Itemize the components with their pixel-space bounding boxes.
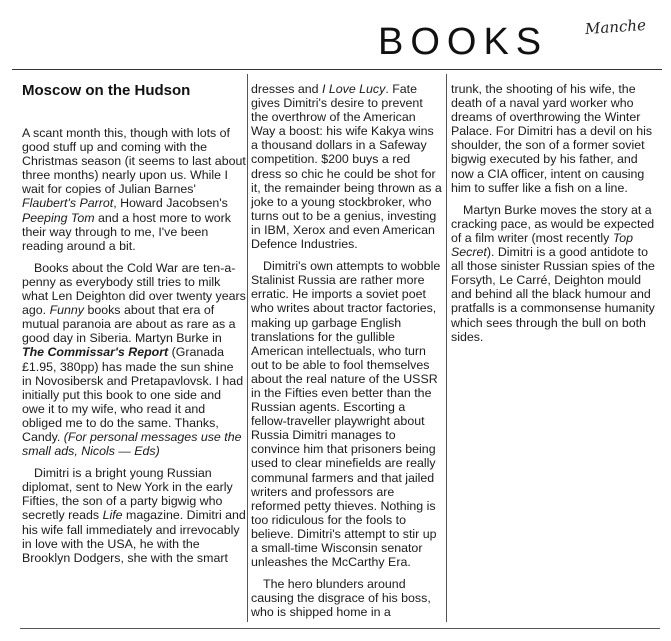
paragraph: trunk, the shooting of his wife, the death of a naval yard worker who dreams of overthrowing the Winter Palace. For Dimitri has a devil on his shoulder, the son of a former soviet bigwig executed by his father, and now a CIA officer, intent on causing him to suffer like a fish on a line.: [451, 82, 653, 195]
section-title: BOOKS: [378, 21, 549, 63]
paragraph: A scant month this, though with lots of good stuff up and coming with the Christmas season (it seems to last about three months) nearly upon us. While I wait for copies of Julian Barnes' Flaubert's Parrot, Howard Jacobsen's Peeping Tom and a host more to work their way through to me, I've been reading around a bit.: [22, 126, 246, 253]
paragraph: Dimitri's own attempts to wobble Stalinist Russia are rather more erratic. He imports a soviet poet who writes about tractor factories, making up garbage English translations for the gullible American intellectuals, who turn out to be able to fool themselves about the real nature of the USSR in the Fifties even better than the Russian agents. Escorting a fellow-traveller playwright about Russia Dimitri manages to convince him that prisoners being used to clear minefields are really communal farmers and that jailed writers and professors are reformed petty thieves. Nothing is too ridiculous for the fools to believe. Dimitri's attempt to stir up a small-time Wisconsin senator unleashes the McCarthy Era.: [251, 259, 441, 570]
article-headline: Moscow on the Hudson: [22, 82, 191, 99]
paragraph: Martyn Burke moves the story at a cracking pace, as would be expected of a film writer (most recently Top Secret). Dimitri is a good antidote to all those sinister Russian spies of the Forsyth, Le Carré, Deighton mould and behind all the black humour and pratfalls is a commonsense humanity which sees through the bull on both sides.: [451, 202, 655, 344]
header-rule: [12, 69, 662, 70]
handwritten-signature: Manche: [584, 15, 647, 39]
column-divider: [446, 74, 447, 622]
paragraph: The hero blunders around causing the disgrace of his boss, who is shipped home in a: [251, 577, 431, 620]
article-column-3: [451, 82, 661, 352]
paragraph: Dimitri is a bright young Russian diplomat, sent to New York in the early Fifties, the son of a party bigwig who secretly reads Life magazine. Dimitri and his wife fall immediately and irrevocably in love with the USA, he with the Brooklyn Dodgers, she with the smart: [22, 466, 246, 565]
article-column-2: [251, 82, 443, 627]
paragraph: dresses and I Love Lucy. Fate gives Dimitri's desire to prevent the overthrow of the American Way a boost: his wife Kakya wins a thousand dollars in a Safeway competition. $200 buys a red dress so chic he could be shot for it, the remainder being thrown as a joke to a young stockbroker, who turns out to be a genius, investing in IBM, Xerox and even American Defence Industries.: [251, 82, 442, 252]
footer-rule: [20, 628, 660, 629]
article-column-1: [22, 126, 246, 573]
paragraph: Books about the Cold War are ten-a-penny as everybody still tries to milk what Len Deighton did over twenty years ago. Funny books about that era of mutual paranoia are about as rare as a good day in Siberia. Martyn Burke in The Commissar's Report (Granada £1.95, 380pp) has made the sun shine in Novosibersk and Pretapavlovsk. I had initially put this book to one side and owe it to my wife, who read it and obliged me to do the same. Thanks, Candy. (For personal messages use the small ads, Nicols — Eds): [22, 260, 246, 459]
column-divider: [247, 74, 248, 622]
